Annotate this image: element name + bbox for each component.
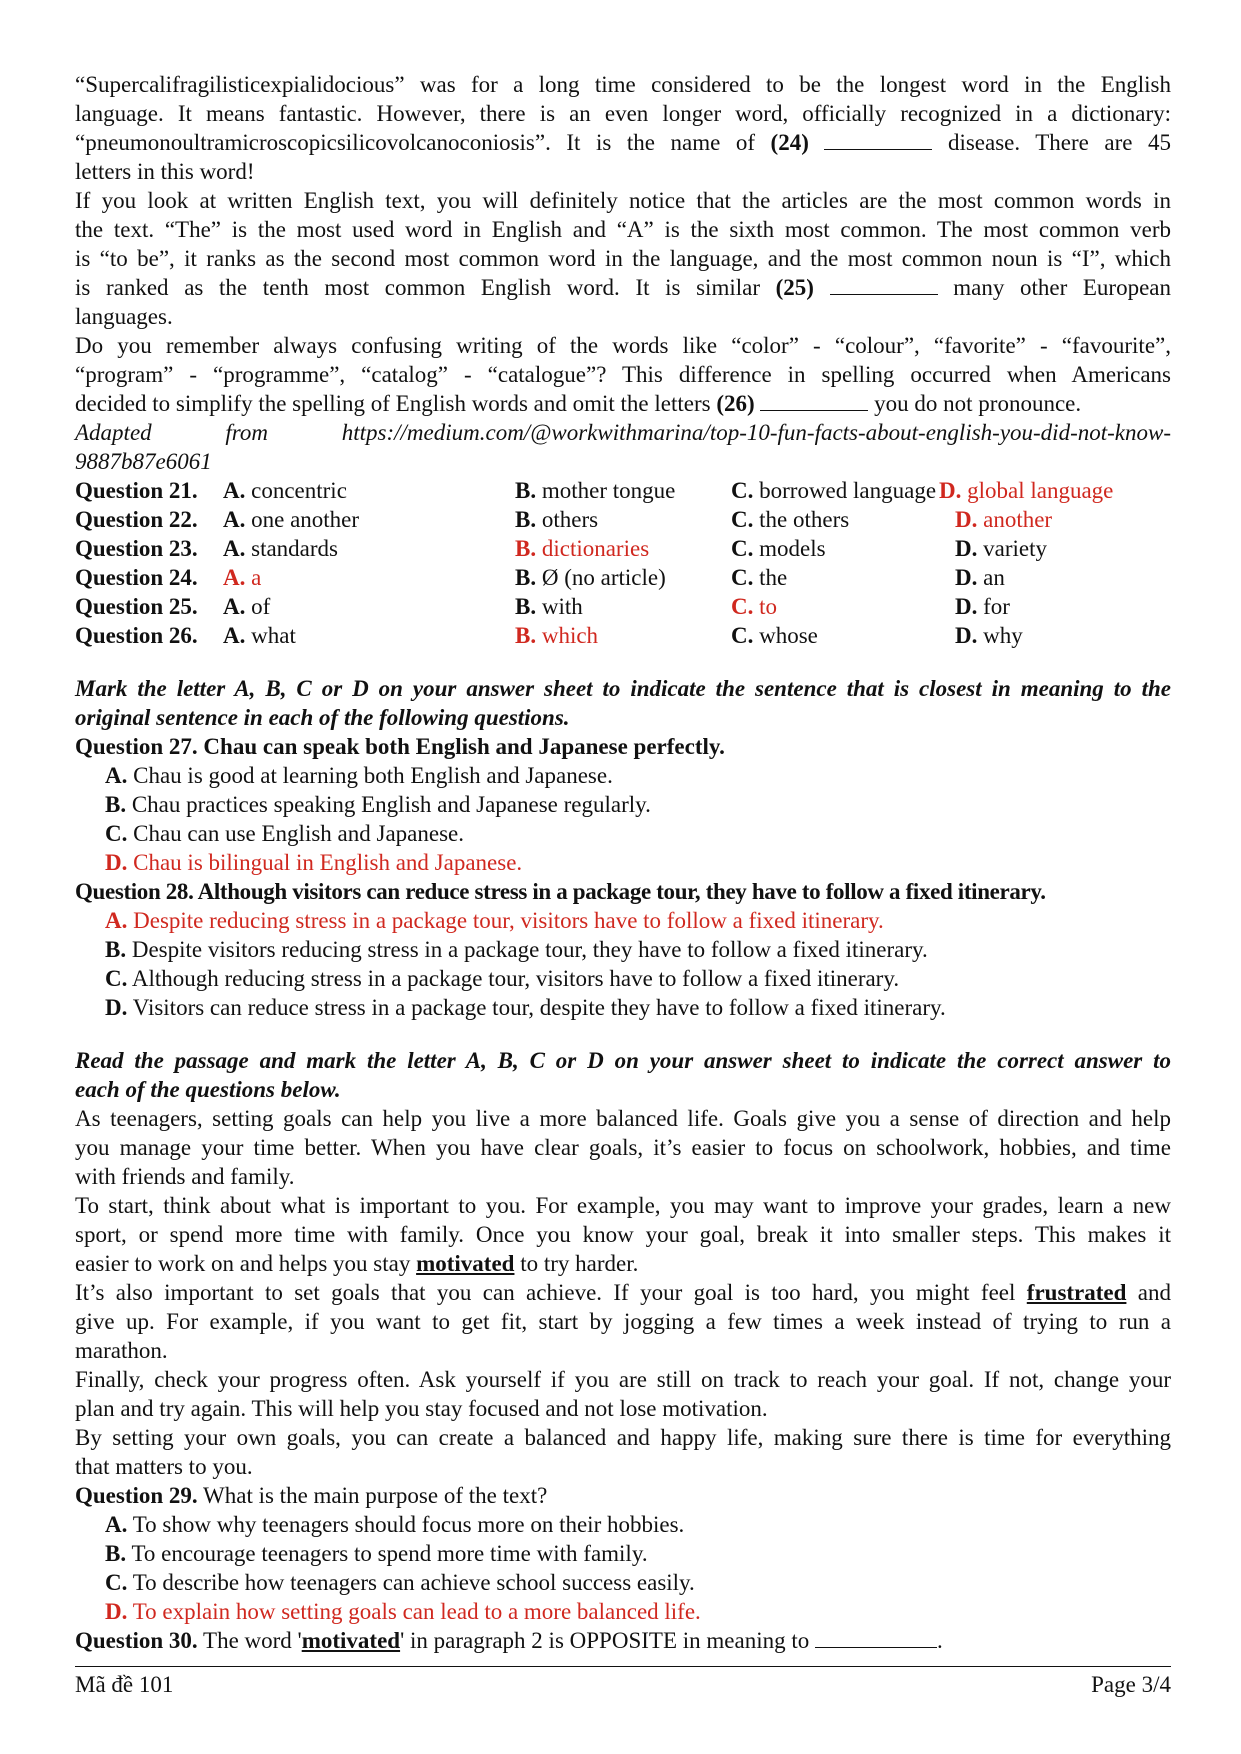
question-stem: Question 28. Although visitors can reduce stress in a package tour, they have to follow a fixed itinerary.: [75, 879, 1046, 904]
option-c[interactable]: C. To describe how teenagers can achieve school success easily.: [105, 1570, 695, 1595]
option-d-correct[interactable]: D. Chau is bilingual in English and Japanese.: [105, 850, 523, 875]
question-row: [75, 476, 1171, 505]
passage-line: you manage your time better. When you have clear goals, it’s easier to focus on schoolwork, hobbies, and time: [75, 1135, 1171, 1160]
question-number: (25): [775, 275, 814, 300]
passage-line: “program” - “programme”, “catalog” - “catalogue”? This difference in spelling occurred when Americans: [75, 362, 1171, 387]
passage-line: that matters to you.: [75, 1454, 253, 1479]
option-a-correct[interactable]: A. Despite reducing stress in a package tour, visitors have to follow a fixed itinerary.: [105, 908, 884, 933]
question-stem: Question 27. Chau can speak both English and Japanese perfectly.: [75, 734, 725, 759]
passage-line: is ranked as the tenth most common English word. It is similar (25) many other European: [75, 275, 1172, 300]
exam-page: [75, 70, 1171, 1655]
section-instruction: original sentence in each of the following questions.: [75, 705, 570, 730]
option-b[interactable]: B. others: [515, 507, 599, 532]
option-d[interactable]: D. Visitors can reduce stress in a package tour, despite they have to follow a fixed itinerary.: [105, 995, 946, 1020]
option-d-correct[interactable]: D. another: [955, 507, 1053, 532]
option-a[interactable]: A. what: [223, 623, 296, 648]
answer-blank: [815, 1627, 937, 1648]
question-stem: Question 30. The word 'motivated' in paragraph 2 is OPPOSITE in meaning to .: [75, 1628, 943, 1653]
option-d[interactable]: D. variety: [955, 536, 1047, 561]
option-a[interactable]: A. To show why teenagers should focus more on their hobbies.: [105, 1512, 685, 1537]
option-a[interactable]: A. of: [223, 594, 271, 619]
passage-line: As teenagers, setting goals can help you live a more balanced life. Goals give you a sense of direction and help: [75, 1106, 1171, 1131]
option-b[interactable]: B. Chau practices speaking English and Japanese regularly.: [105, 792, 651, 817]
section-instruction: each of the questions below.: [75, 1077, 341, 1102]
exam-code: Mã đề 101: [75, 1672, 174, 1697]
option-b[interactable]: B. To encourage teenagers to spend more time with family.: [105, 1541, 648, 1566]
passage-line: plan and try again. This will help you stay focused and not lose motivation.: [75, 1396, 768, 1421]
option-b[interactable]: B. Despite visitors reducing stress in a package tour, they have to follow a fixed itinerary.: [105, 937, 928, 962]
section-instruction: Mark the letter A, B, C or D on your answer sheet to indicate the sentence that is closest in meaning to the: [75, 676, 1171, 701]
reading-passage-1: [75, 70, 1171, 476]
option-c[interactable]: C. whose: [731, 623, 818, 648]
option-b[interactable]: B. Ø (no article): [515, 565, 666, 590]
option-b[interactable]: B. mother tongue: [515, 478, 676, 503]
underlined-word: frustrated: [1026, 1280, 1127, 1305]
passage-line: By setting your own goals, you can create a balanced and happy life, making sure there is time for everything: [75, 1425, 1171, 1450]
passage-line: the text. “The” is the most used word in English and “A” is the sixth most common. The most common verb: [75, 217, 1171, 242]
passage-line: language. It means fantastic. However, there is an even longer word, officially recognized in a dictionary:: [75, 101, 1171, 126]
passage-line: letters in this word!: [75, 159, 255, 184]
section-instruction: Read the passage and mark the letter A, B, C or D on your answer sheet to indicate the correct answer to: [75, 1048, 1171, 1073]
footer-divider: [75, 1666, 1171, 1667]
passage-line: Finally, check your progress often. Ask yourself if you are still on track to reach your goal. If not, change your: [75, 1367, 1171, 1392]
question-label: Question 23.: [75, 536, 198, 561]
option-c-correct[interactable]: C. to: [731, 594, 778, 619]
source-citation: Adapted from https://medium.com/@workwithmarina/top-10-fun-facts-about-english-you-did-not-know-: [75, 420, 1171, 445]
question-label: Question 21.: [75, 478, 198, 503]
option-c[interactable]: C. Chau can use English and Japanese.: [105, 821, 464, 846]
option-d-correct[interactable]: D. To explain how setting goals can lead to a more balanced life.: [105, 1599, 701, 1624]
option-d-correct[interactable]: D. global language: [939, 478, 1114, 503]
page-footer: [75, 1670, 1171, 1699]
passage-line: To start, think about what is important to you. For example, you may want to improve your grades, learn a new: [75, 1193, 1171, 1218]
question-stem: Question 29. What is the main purpose of the text?: [75, 1483, 548, 1508]
question-number: (24): [770, 130, 809, 155]
passage-line: “Supercalifragilisticexpialidocious” was for a long time considered to be the longest word in the English: [75, 72, 1171, 97]
question-row: [75, 563, 1171, 592]
passage-line: is “to be”, it ranks as the second most common word in the language, and the most common noun is “I”, which: [75, 246, 1171, 271]
option-c[interactable]: C. the others: [731, 507, 850, 532]
passage-line: sport, or spend more time with family. Once you know your goal, break it into smaller steps. This makes it: [75, 1222, 1171, 1247]
passage-line: languages.: [75, 304, 173, 329]
option-c[interactable]: C. Although reducing stress in a package tour, visitors have to follow a fixed itinerary.: [105, 966, 900, 991]
underlined-word: motivated: [301, 1628, 401, 1653]
option-c[interactable]: C. the: [731, 565, 788, 590]
passage-line: marathon.: [75, 1338, 168, 1363]
option-d[interactable]: D. an: [955, 565, 1005, 590]
passage-line: It’s also important to set goals that you can achieve. If your goal is too hard, you might feel frustrated and: [75, 1280, 1172, 1305]
question-number: (26): [716, 391, 755, 416]
question-label: Question 22.: [75, 507, 198, 532]
question-row: [75, 592, 1171, 621]
question-label: Question 24.: [75, 565, 198, 590]
question-label: Question 26.: [75, 623, 198, 648]
option-b[interactable]: B. with: [515, 594, 583, 619]
reading-comprehension-section: [75, 1046, 1171, 1655]
question-row: [75, 534, 1171, 563]
answer-options-table: [75, 476, 1171, 650]
passage-line: easier to work on and helps you stay motivated to try harder.: [75, 1251, 639, 1276]
option-a[interactable]: A. one another: [223, 507, 360, 532]
option-b-correct[interactable]: B. which: [515, 623, 599, 648]
sentence-transformation-section: [75, 674, 1171, 1022]
option-a[interactable]: A. concentric: [223, 478, 347, 503]
page-number: Page 3/4: [1091, 1672, 1171, 1697]
answer-blank: [824, 129, 932, 150]
option-b-correct[interactable]: B. dictionaries: [515, 536, 650, 561]
question-label: Question 25.: [75, 594, 198, 619]
passage-line: give up. For example, if you want to get fit, start by jogging a few times a week instead of trying to run a: [75, 1309, 1171, 1334]
option-a[interactable]: A. standards: [223, 536, 338, 561]
answer-blank: [760, 390, 868, 411]
question-row: [75, 621, 1171, 650]
option-a-correct[interactable]: A. a: [223, 565, 262, 590]
passage-line: If you look at written English text, you will definitely notice that the articles are the most common words in: [75, 188, 1171, 213]
passage-line: “pneumonoultramicroscopicsilicovolcanoconiosis”. It is the name of (24) disease. There are 45: [75, 130, 1172, 155]
option-d[interactable]: D. for: [955, 594, 1010, 619]
passage-line: decided to simplify the spelling of English words and omit the letters (26) you do not pronounce.: [75, 391, 1082, 416]
question-row: [75, 505, 1171, 534]
passage-line: Do you remember always confusing writing of the words like “color” - “colour”, “favorite” - “favourite”,: [75, 333, 1171, 358]
option-d[interactable]: D. why: [955, 623, 1023, 648]
option-c[interactable]: C. models: [731, 536, 826, 561]
option-c[interactable]: C. borrowed language: [731, 478, 937, 503]
underlined-word: motivated: [416, 1251, 515, 1276]
option-a[interactable]: A. Chau is good at learning both English and Japanese.: [105, 763, 613, 788]
answer-blank: [830, 274, 938, 295]
passage-line: with friends and family.: [75, 1164, 295, 1189]
source-citation: 9887b87e6061: [75, 449, 212, 474]
